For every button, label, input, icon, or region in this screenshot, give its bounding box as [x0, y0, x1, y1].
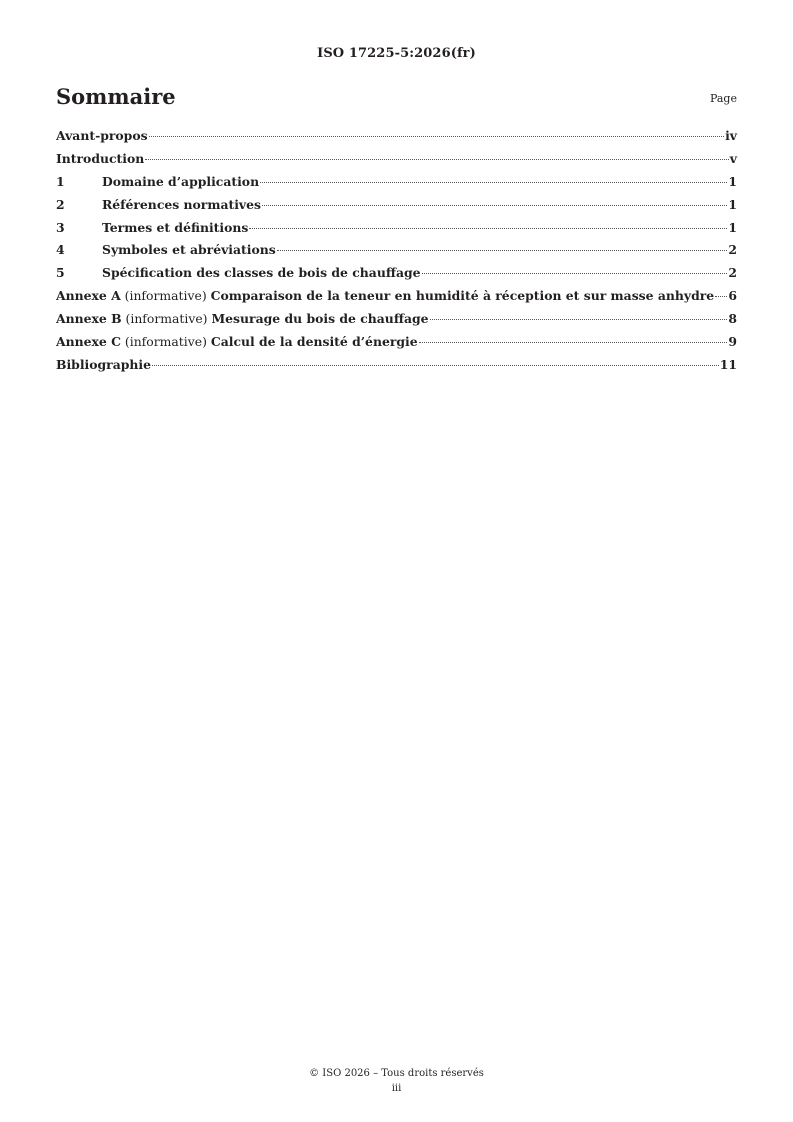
- table-of-contents: [56, 128, 737, 380]
- toc-annex-text: [56, 311, 429, 326]
- toc-entry-text: Références normatives: [102, 196, 261, 212]
- toc-entry-page: v: [729, 150, 737, 166]
- toc-entry-text: Termes et définitions: [102, 219, 249, 235]
- toc-entry-page: 2: [728, 265, 737, 281]
- annex-label: Annexe B: [56, 311, 122, 327]
- toc-entry-annex-c[interactable]: [56, 334, 737, 357]
- dot-leader: [715, 296, 727, 297]
- toc-entry-introduction[interactable]: [56, 151, 737, 174]
- toc-entry-avant-propos[interactable]: [56, 128, 737, 151]
- toc-entry-section-5[interactable]: [56, 265, 737, 288]
- toc-title: Sommaire: [56, 84, 176, 109]
- toc-entry-text: Introduction: [56, 150, 145, 166]
- toc-annex-text: [56, 334, 418, 349]
- dot-leader: [262, 205, 727, 206]
- toc-entry-number: 2: [56, 196, 65, 212]
- toc-entry-text: Bibliographie: [56, 356, 152, 372]
- toc-entry-page: 1: [728, 173, 737, 189]
- toc-entry-annex-b[interactable]: [56, 311, 737, 334]
- toc-entry-page: 11: [719, 356, 737, 372]
- toc-entry-bibliography[interactable]: [56, 357, 737, 380]
- page-number: iii: [391, 1083, 402, 1094]
- page-column-label: Page: [709, 92, 737, 105]
- toc-entry-number: 5: [56, 265, 65, 281]
- toc-entry-number: 3: [56, 219, 65, 235]
- annex-label: Annexe A: [56, 288, 121, 304]
- toc-entry-section-4[interactable]: [56, 242, 737, 265]
- toc-entry-page: 8: [728, 311, 737, 327]
- dot-leader: [277, 250, 728, 251]
- toc-entry-section-1[interactable]: [56, 174, 737, 197]
- toc-entry-section-3[interactable]: [56, 220, 737, 243]
- dot-leader: [145, 159, 729, 160]
- annex-kind: (informative): [120, 334, 211, 350]
- toc-entry-section-2[interactable]: [56, 197, 737, 220]
- toc-entry-number: 1: [56, 173, 65, 189]
- dot-leader: [149, 136, 725, 137]
- page-footer: [0, 1066, 793, 1096]
- toc-entry-text: Spécification des classes de bois de chauffage: [102, 265, 421, 281]
- document-id-header: ISO 17225-5:2026(fr): [317, 46, 476, 61]
- dot-leader: [419, 342, 728, 343]
- annex-label: Annexe C: [56, 334, 121, 350]
- toc-title-row: [56, 84, 737, 114]
- dot-leader: [422, 273, 728, 274]
- toc-entry-text: Symboles et abréviations: [102, 242, 276, 258]
- annex-title: Comparaison de la teneur en humidité à réception et sur masse anhydre: [210, 288, 715, 304]
- dot-leader: [260, 182, 727, 183]
- toc-entry-page: iv: [725, 128, 737, 143]
- annex-title: Calcul de la densité d’énergie: [210, 334, 418, 350]
- annex-kind: (informative): [120, 288, 211, 304]
- dot-leader: [430, 319, 728, 320]
- toc-entry-text: Avant-propos: [56, 128, 148, 143]
- toc-entry-page: 2: [728, 242, 737, 258]
- dot-leader: [152, 365, 719, 366]
- toc-entry-annex-a[interactable]: [56, 288, 737, 311]
- annex-title: Mesurage du bois de chauffage: [211, 311, 429, 327]
- annex-kind: (informative): [121, 311, 212, 327]
- dot-leader: [249, 228, 727, 229]
- toc-entry-page: 1: [728, 196, 737, 212]
- toc-entry-number: 4: [56, 242, 65, 258]
- toc-entry-text: Domaine d’application: [102, 173, 260, 189]
- toc-entry-page: 6: [728, 288, 737, 304]
- copyright-notice: © ISO 2026 – Tous droits réservés: [309, 1068, 484, 1079]
- toc-annex-text: [56, 288, 714, 303]
- toc-entry-page: 1: [728, 219, 737, 235]
- toc-entry-page: 9: [728, 334, 737, 350]
